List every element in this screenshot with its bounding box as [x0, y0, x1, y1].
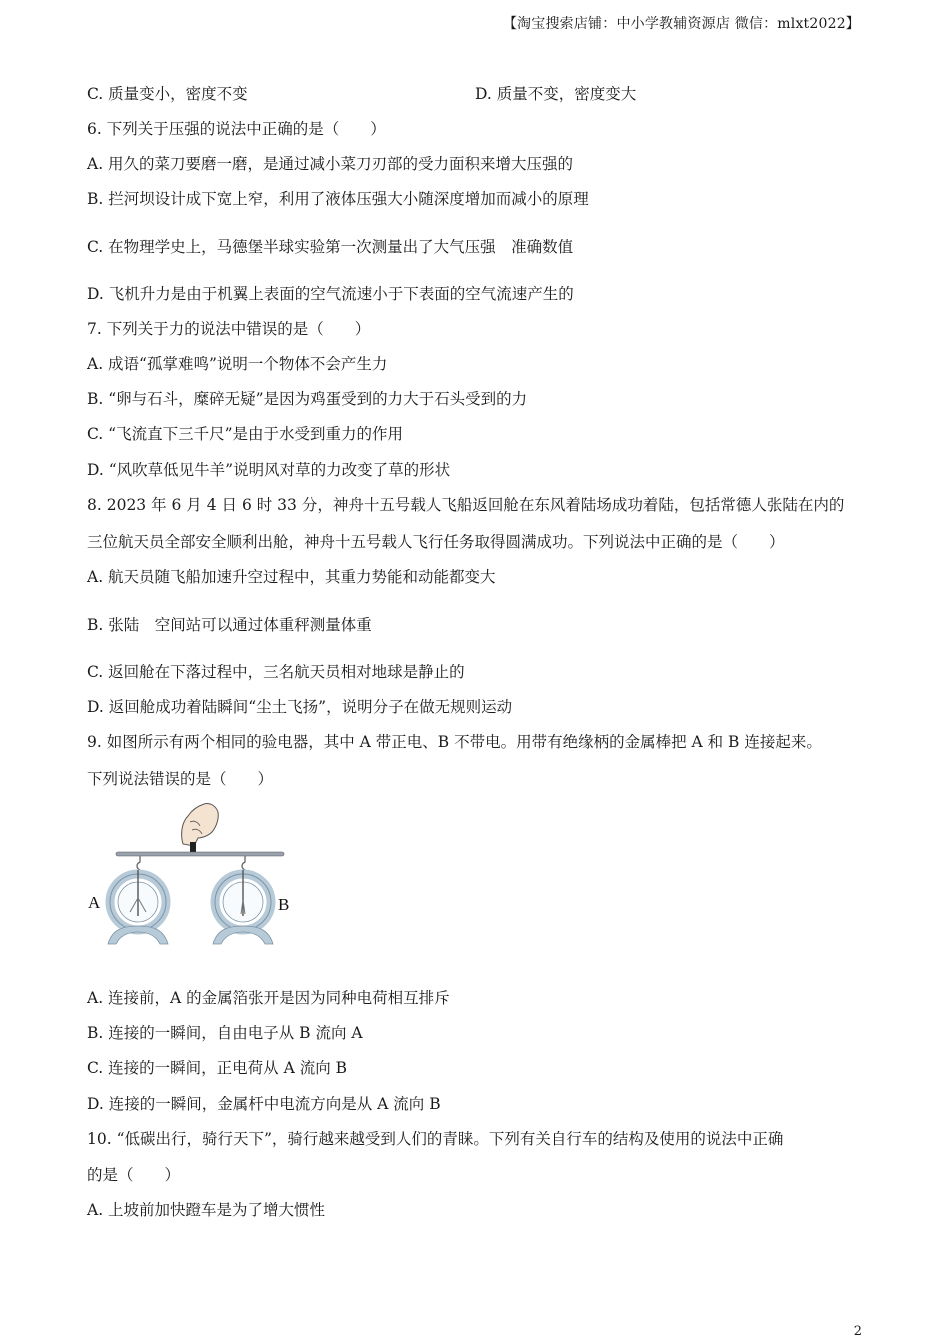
q6-stem: 6. 下列关于压强的说法中正确的是（ ） [87, 120, 386, 138]
q7-option-d: D. “风吹草低见牛羊”说明风对草的力改变了草的形状 [87, 461, 451, 479]
label-a: A [88, 893, 101, 912]
q10-stem-line2: 的是（ ） [87, 1166, 181, 1184]
q10-stem-line1: 10. “低碳出行，骑行天下”，骑行越来越受到人们的青睐。下列有关自行车的结构及使用的说法中正确 [87, 1130, 784, 1148]
q9-option-b: B. 连接的一瞬间，自由电子从 B 流向 A [87, 1024, 363, 1042]
q7-option-a: A. 成语“孤掌难鸣”说明一个物体不会产生力 [87, 355, 388, 373]
page-number: 2 [853, 1324, 862, 1339]
electroscope-a [108, 856, 168, 944]
q9-option-a: A. 连接前，A 的金属箔张开是因为同种电荷相互排斥 [87, 989, 450, 1007]
electroscope-b [213, 856, 273, 944]
q9-option-c: C. 连接的一瞬间，正电荷从 A 流向 B [87, 1059, 348, 1077]
q10-option-a: A. 上坡前加快蹬车是为了增大惯性 [87, 1201, 326, 1219]
q6-option-a: A. 用久的菜刀要磨一磨，是通过减小菜刀刃部的受力面积来增大压强的 [87, 155, 574, 173]
q7-stem: 7. 下列关于力的说法中错误的是（ ） [87, 320, 371, 338]
q6-option-d: D. 飞机升力是由于机翼上表面的空气流速小于下表面的空气流速产生的 [87, 285, 574, 303]
q8-stem-line1: 8. 2023 年 6 月 4 日 6 时 33 分，神舟十五号载人飞船返回舱在东风着陆场成功着陆，包括常德人张陆在内的 [87, 496, 845, 514]
hand-icon [182, 803, 219, 856]
metal-rod [116, 852, 284, 856]
q8-stem-line2: 三位航天员全部安全顺利出舱，神舟十五号载人飞行任务取得圆满成功。下列说法中正确的是（ ） [87, 533, 785, 551]
q8-option-c: C. 返回舱在下落过程中，三名航天员相对地球是静止的 [87, 663, 465, 681]
q8-option-b: B. 张陆 空间站可以通过体重秤测量体重 [87, 616, 372, 634]
q7-option-b: B. “卵与石斗，糜碎无疑”是因为鸡蛋受到的力大于石头受到的力 [87, 390, 528, 408]
electroscope-diagram [86, 798, 296, 948]
page-header: 【淘宝搜索店铺：中小学教辅资源店 微信：mlxt2022】 [502, 16, 860, 32]
electroscope-figure [86, 798, 296, 948]
q8-option-d: D. 返回舱成功着陆瞬间“尘土飞扬”，说明分子在做无规则运动 [87, 698, 513, 716]
q5-option-c: C. 质量变小，密度不变 [87, 85, 248, 103]
q6-option-b: B. 拦河坝设计成下宽上窄，利用了液体压强大小随深度增加而减小的原理 [87, 190, 589, 208]
q5-option-d: D. 质量不变，密度变大 [475, 85, 637, 103]
q8-option-a: A. 航天员随飞船加速升空过程中，其重力势能和动能都变大 [87, 568, 496, 586]
q9-stem-line1: 9. 如图所示有两个相同的验电器，其中 A 带正电、B 不带电。用带有绝缘柄的金属棒把 A 和 B 连接起来。 [87, 733, 822, 751]
q6-option-c: C. 在物理学史上，马德堡半球实验第一次测量出了大气压强 准确数值 [87, 238, 574, 256]
label-b: B [278, 895, 290, 914]
q7-option-c: C. “飞流直下三千尺”是由于水受到重力的作用 [87, 425, 404, 443]
q9-stem-line2: 下列说法错误的是（ ） [87, 770, 274, 788]
q9-option-d: D. 连接的一瞬间，金属杆中电流方向是从 A 流向 B [87, 1095, 441, 1113]
